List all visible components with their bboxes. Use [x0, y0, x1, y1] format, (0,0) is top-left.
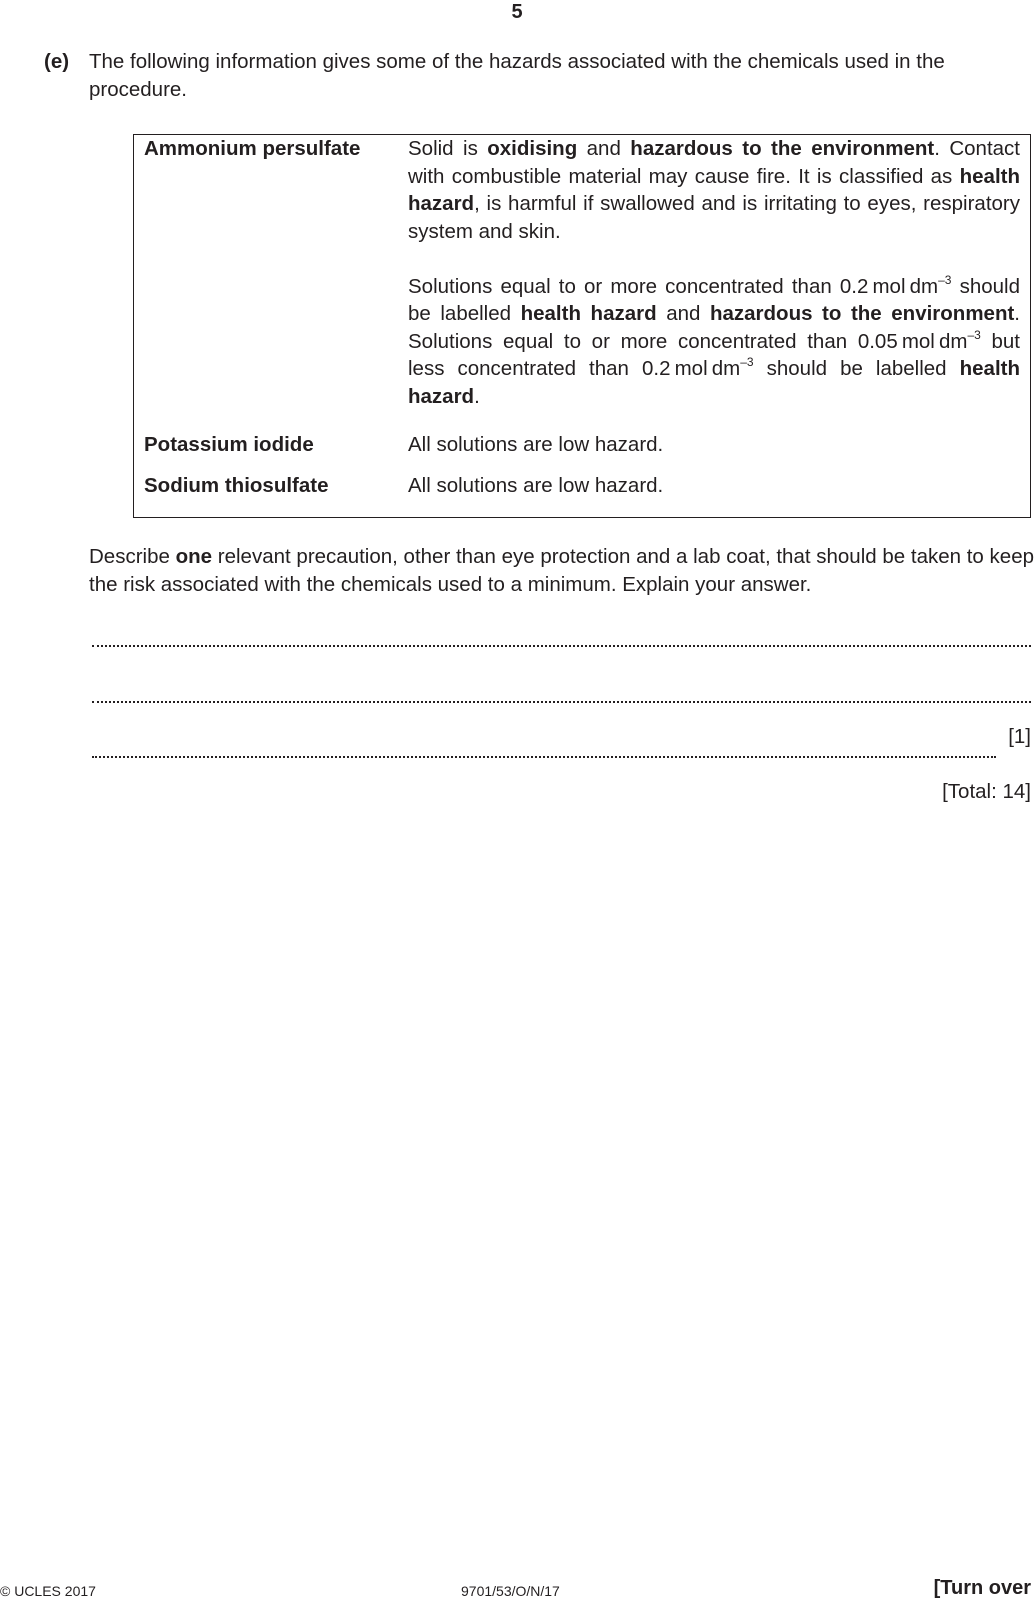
answer-line[interactable] — [92, 756, 996, 758]
chemical-hazard-sodium-thiosulfate: All solutions are low hazard. — [408, 474, 664, 497]
footer-copyright: © UCLES 2017 — [0, 1583, 96, 1599]
chemical-name-potassium-iodide: Potassium iodide — [144, 433, 314, 456]
turn-over-label: [Turn over — [933, 1577, 1031, 1599]
hazard-paragraph-solutions: Solutions equal to or more concentrated than 0.2 mol $dm^{-3}$ should be labelled health hazard and hazardous to the environment. Solutions equal to or more concentrated than 0.05 mol $dm^{-3}$ but less concentrated than 0.2 mol $dm^{-3}$ should be labelled health hazard. — [408, 272, 1020, 408]
question-prompt: Describe one relevant precaution, other than eye protection and a lab coat, that should be taken to keep the risk associated with the chemicals used to a minimum. Explain your answer. — [89, 545, 1034, 596]
question-label: (e) — [44, 50, 70, 73]
chemical-hazard-potassium-iodide: All solutions are low hazard. — [408, 433, 664, 456]
chemical-hazard-ammonium-persulfate — [408, 135, 1020, 410]
chemical-name-ammonium-persulfate: Ammonium persulfate — [144, 137, 361, 160]
hazard-table — [133, 134, 1031, 518]
marks-allocation: [1] — [1008, 725, 1031, 748]
total-marks: [Total: 14] — [942, 780, 1031, 803]
question-intro: The following information gives some of the hazards associated with the chemicals used in the procedure. — [89, 50, 945, 101]
footer-paper-code: 9701/53/O/N/17 — [461, 1583, 560, 1599]
page-number: 5 — [511, 1, 523, 23]
answer-line[interactable] — [92, 701, 1031, 703]
chemical-name-sodium-thiosulfate: Sodium thiosulfate — [144, 474, 329, 497]
answer-line[interactable] — [92, 645, 1031, 647]
hazard-paragraph-solid: Solid is oxidising and hazardous to the environment. Contact with combustible material may cause fire. It is classified as health hazard, is harmful if swallowed and is irritating to eyes, respiratory system and skin. — [408, 137, 1020, 243]
